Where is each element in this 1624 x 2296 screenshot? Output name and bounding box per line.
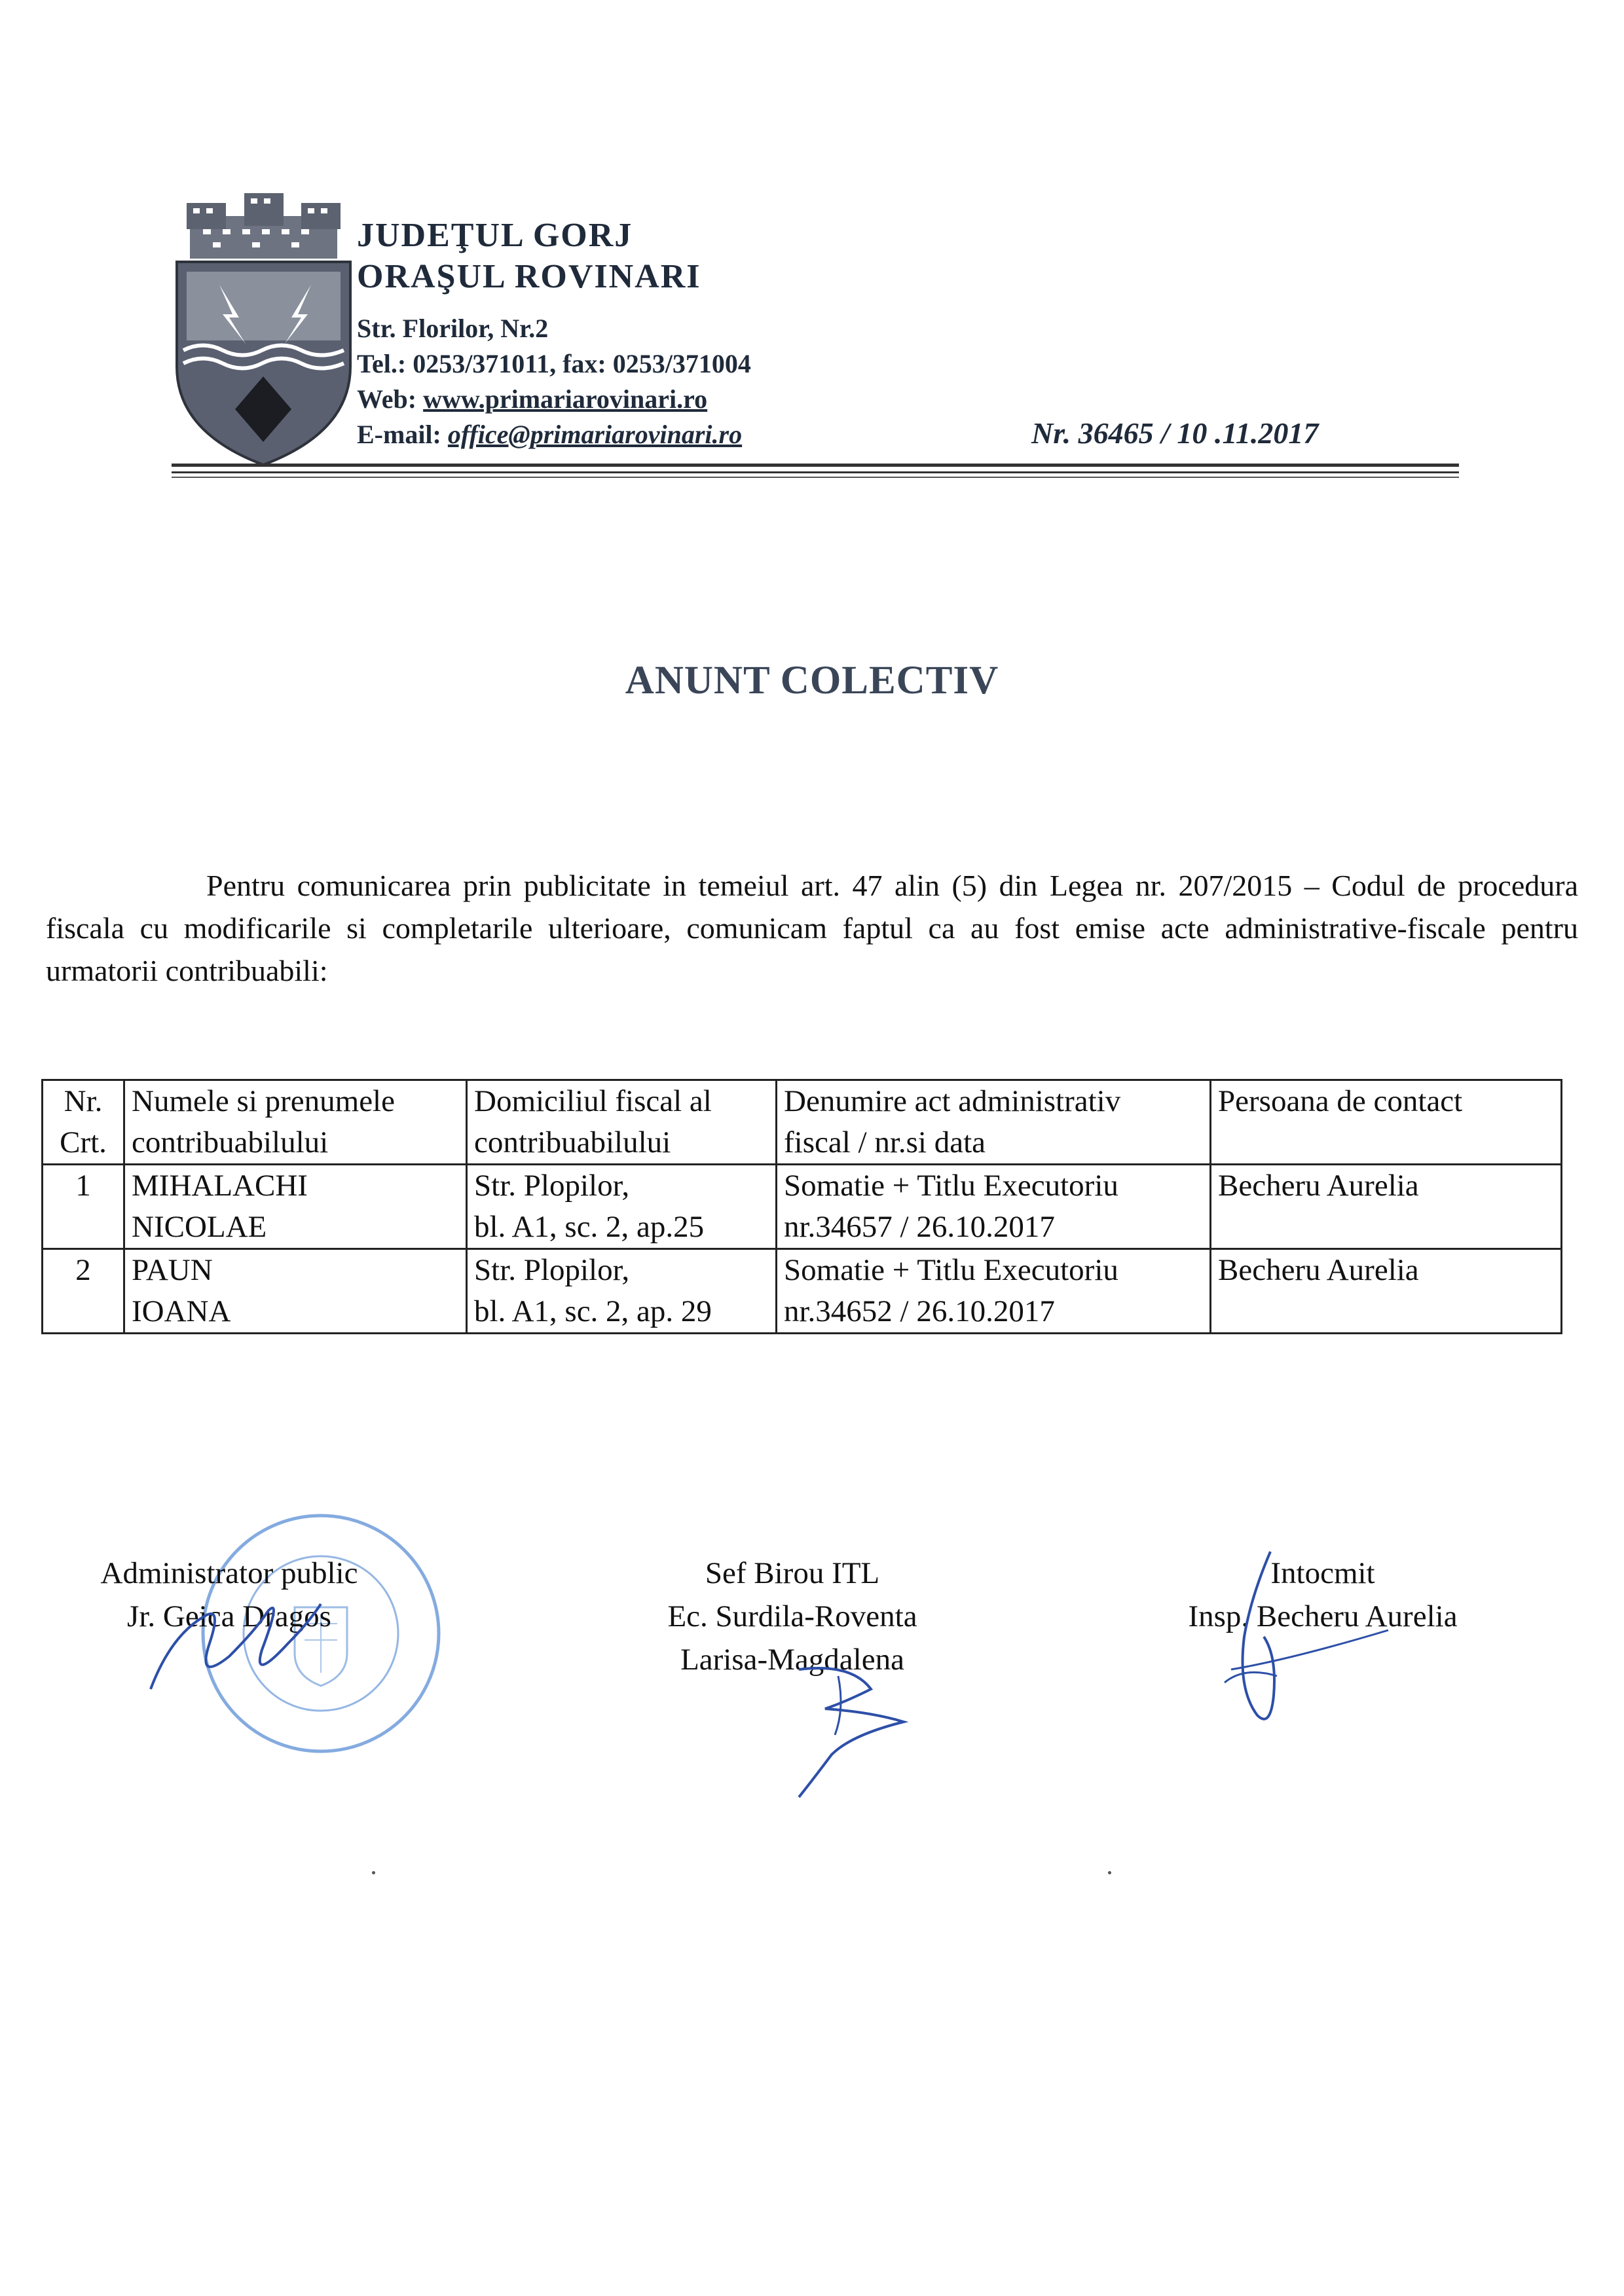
signer-role: Sef Birou ITL xyxy=(705,1556,880,1590)
cell-address: Str. Plopilor, bl. A1, sc. 2, ap.25 xyxy=(467,1165,777,1249)
header-county: JUDEŢUL GORJ xyxy=(357,217,633,254)
cell-act: Somatie + Titlu Executoriu nr.34652 / 26.10.2017 xyxy=(777,1249,1211,1334)
header-divider xyxy=(172,464,1459,467)
cell-nr: 2 xyxy=(43,1249,124,1334)
coat-of-arms-icon xyxy=(174,190,354,468)
signer-role: Intocmit xyxy=(1270,1556,1375,1590)
header-contact: Persoana de contact xyxy=(1211,1080,1562,1165)
web-link[interactable]: www.primariarovinari.ro xyxy=(423,384,708,414)
cell-address: Str. Plopilor, bl. A1, sc. 2, ap. 29 xyxy=(467,1249,777,1334)
signer-name: Ec. Surdila-Roventa xyxy=(667,1599,917,1633)
header-divider xyxy=(172,471,1459,473)
cell-name: PAUN IOANA xyxy=(124,1249,467,1334)
header-street: Str. Florilor, Nr.2 xyxy=(357,314,549,343)
intro-text: Pentru comunicarea prin publicitate in temeiul art. 47 alin (5) din Legea nr. 207/2015 – Codul de procedura fiscala cu modificarile si completarile ulterioare, comunicam faptul ca au fost emise acte administrative-fiscale pentru urmatorii contribuabili: xyxy=(46,869,1578,987)
cell-contact: Becheru Aurelia xyxy=(1211,1165,1562,1249)
signer-role: Administrator public xyxy=(100,1556,358,1590)
handwritten-signature-icon xyxy=(1192,1545,1401,1735)
web-label: Web: xyxy=(357,384,424,414)
signer-name: Jr. Geica Dragos xyxy=(127,1599,331,1633)
scan-speck xyxy=(372,1871,375,1874)
email-link[interactable]: office@primariarovinari.ro xyxy=(447,420,743,449)
cell-act: Somatie + Titlu Executoriu nr.34657 / 26.10.2017 xyxy=(777,1165,1211,1249)
header-act: Denumire act administrativ fiscal / nr.si data xyxy=(777,1080,1211,1165)
intro-paragraph xyxy=(46,864,1578,992)
header-web xyxy=(357,384,707,414)
handwritten-signature-icon xyxy=(131,1558,327,1715)
header-name: Numele si prenumele contribuabilului xyxy=(124,1080,467,1165)
table-row xyxy=(43,1249,1562,1334)
cell-contact: Becheru Aurelia xyxy=(1211,1249,1562,1334)
contributors-table xyxy=(41,1079,1562,1334)
cell-nr: 1 xyxy=(43,1165,124,1249)
signer-name: Insp. Becheru Aurelia xyxy=(1188,1599,1458,1633)
header-divider xyxy=(172,477,1459,478)
header-nr: Nr. Crt. xyxy=(43,1080,124,1165)
table-row xyxy=(43,1165,1562,1249)
cell-name: MIHALACHI NICOLAE xyxy=(124,1165,467,1249)
scan-speck xyxy=(1108,1871,1111,1874)
header-email xyxy=(357,419,742,450)
registration-number: Nr. 36465 / 10 .11.2017 xyxy=(1031,416,1319,450)
document-title: ANUNT COLECTIV xyxy=(625,659,999,702)
header-address: Domiciliul fiscal al contribuabilului xyxy=(467,1080,777,1165)
handwritten-signature-icon xyxy=(773,1650,930,1800)
header-town: ORAŞUL ROVINARI xyxy=(357,258,701,295)
signer-name-continued: Larisa-Magdalena xyxy=(680,1643,904,1677)
header-phone-fax: Tel.: 0253/371011, fax: 0253/371004 xyxy=(357,349,751,378)
table-header-row xyxy=(43,1080,1562,1165)
email-label: E-mail: xyxy=(357,420,448,449)
